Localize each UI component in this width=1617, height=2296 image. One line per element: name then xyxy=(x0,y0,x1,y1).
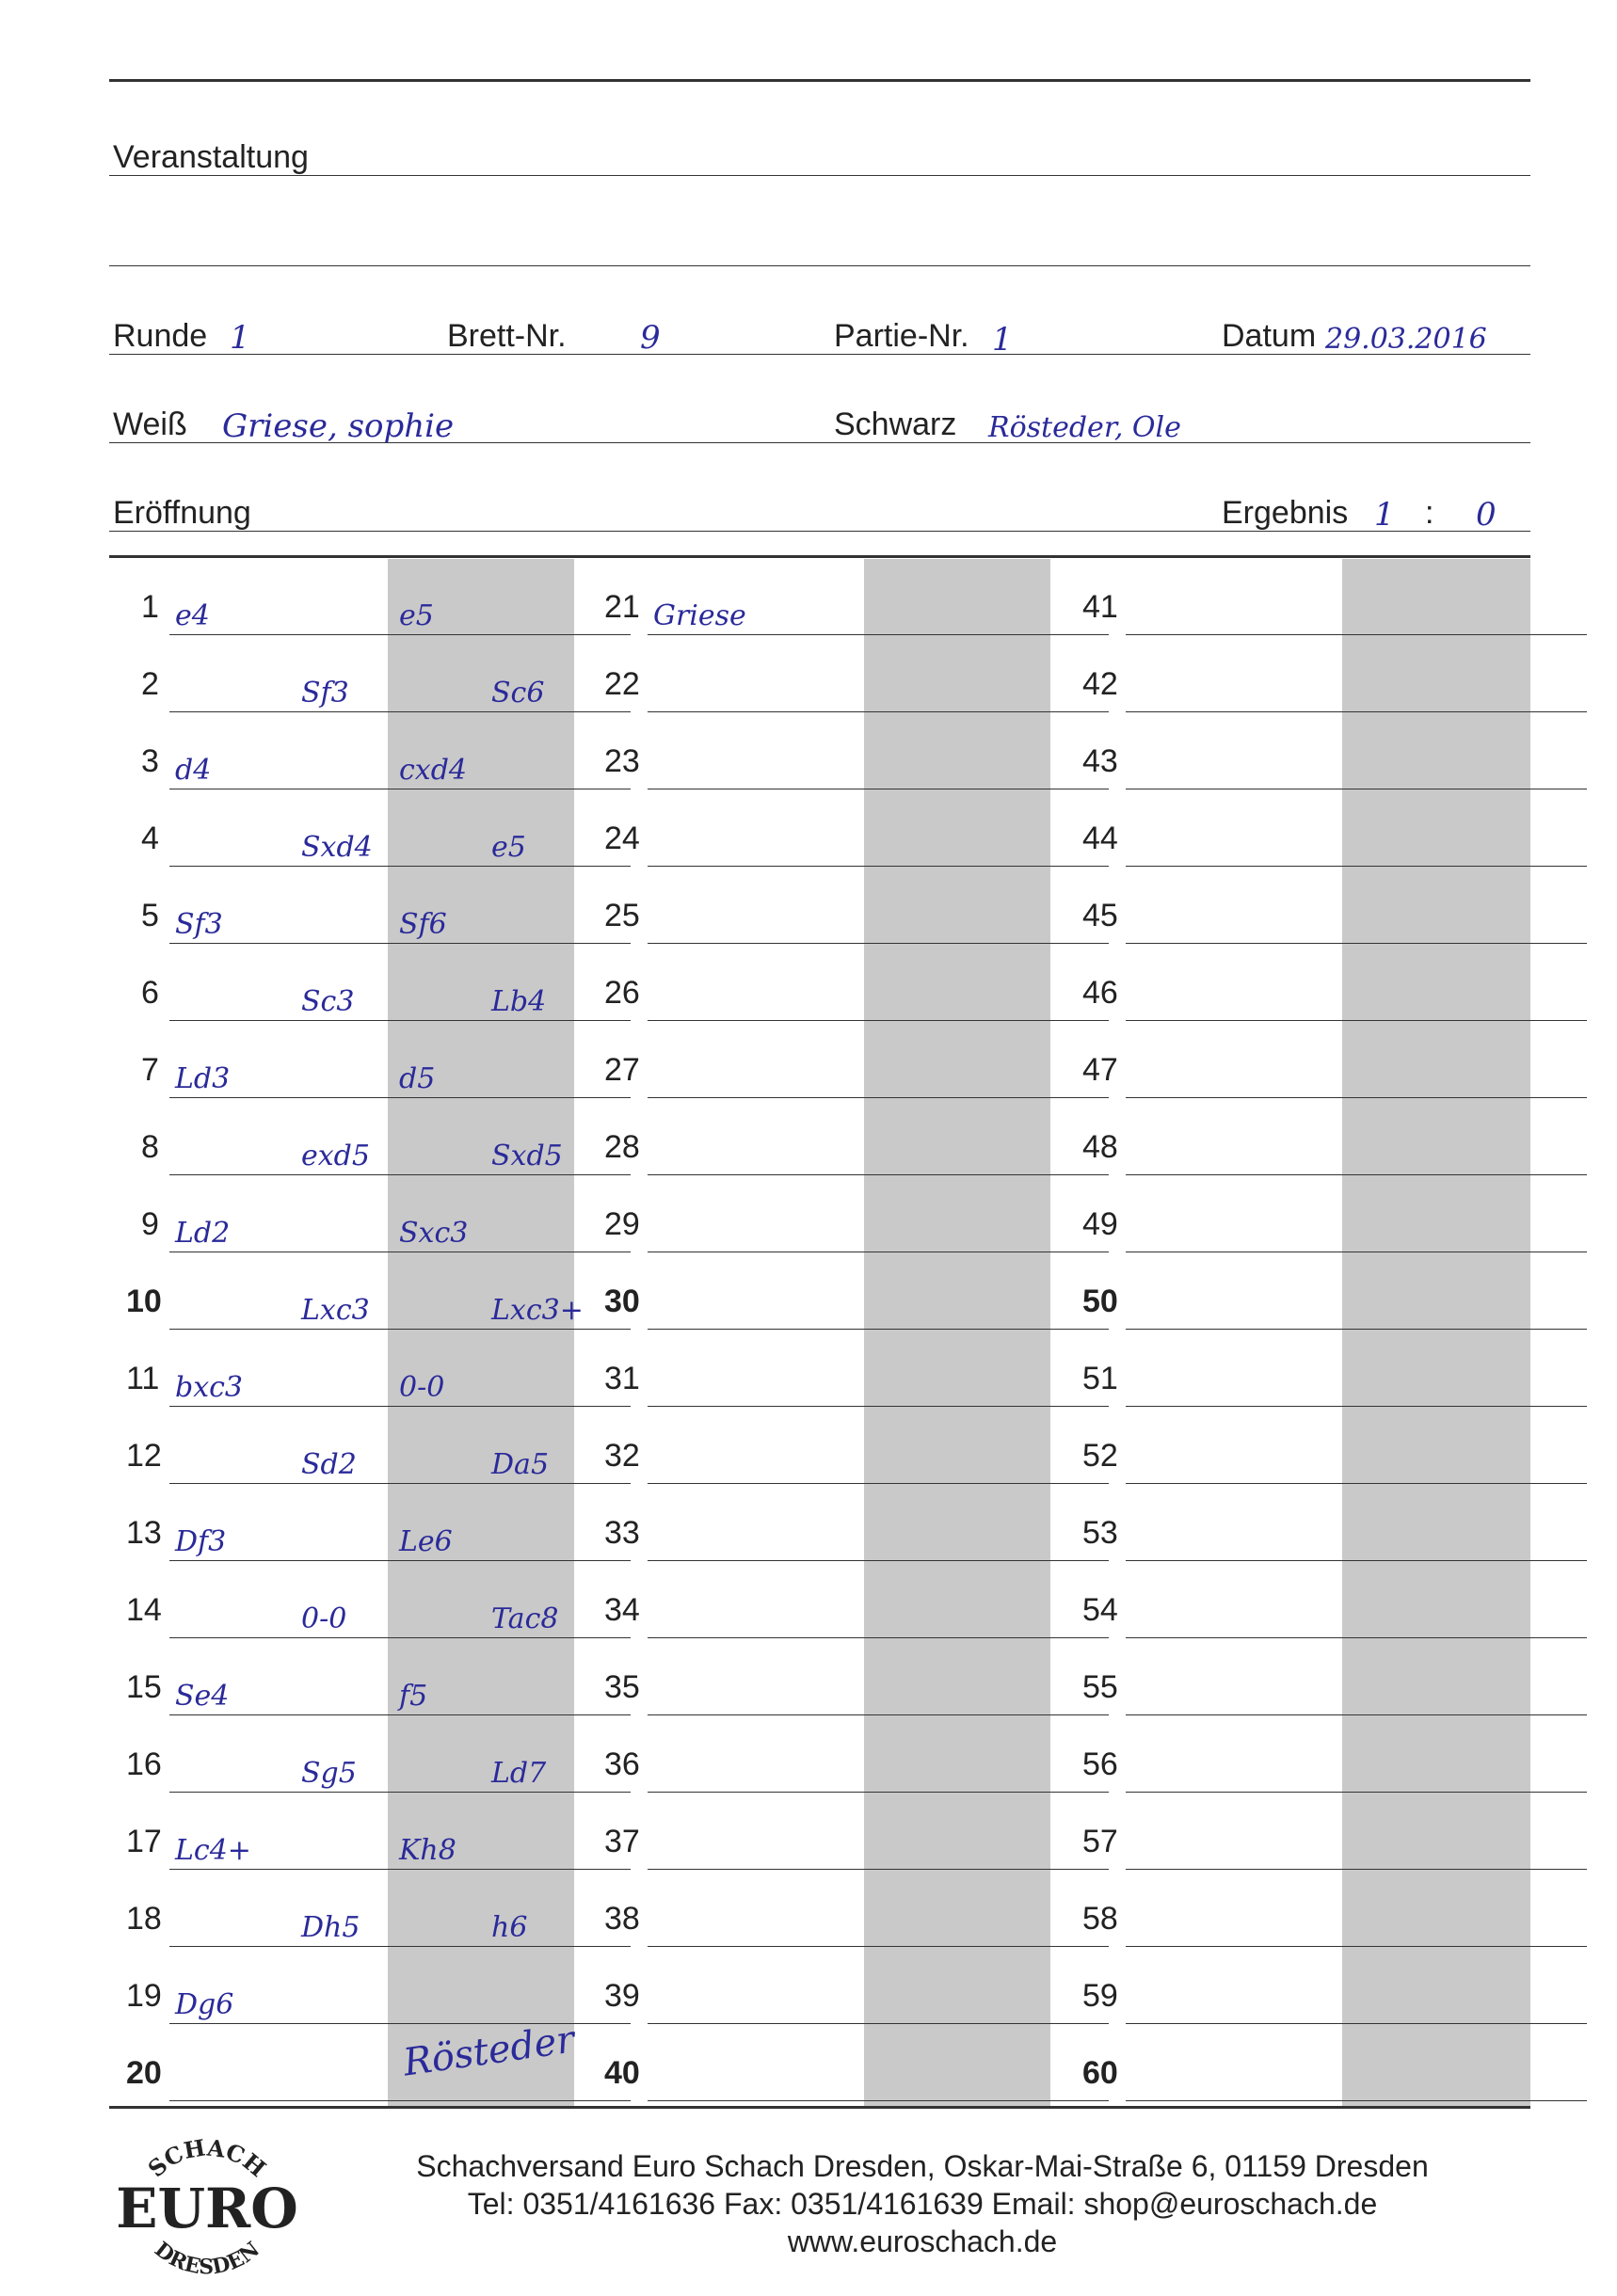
move-number: 21 xyxy=(604,589,640,625)
move-line xyxy=(169,943,631,944)
move-number: 56 xyxy=(1082,1746,1118,1782)
date-value: 29.03.2016 xyxy=(1325,323,1487,356)
event-label: Veranstaltung xyxy=(113,139,309,175)
move-number: 7 xyxy=(141,1052,159,1088)
black-move: Tac8 xyxy=(491,1602,559,1635)
move-line xyxy=(1126,866,1587,867)
footer-contact: Tel: 0351/4161636 Fax: 0351/4161639 Email: shop@euroschach.de xyxy=(467,2187,1378,2221)
move-number: 30 xyxy=(604,1284,640,1319)
move-line xyxy=(169,1792,631,1793)
move-number: 26 xyxy=(604,975,640,1011)
move-line xyxy=(648,1792,1109,1793)
white-move: Lc4+ xyxy=(175,1834,251,1867)
move-line xyxy=(1126,1869,1587,1870)
move-number: 24 xyxy=(604,821,640,856)
move-number: 4 xyxy=(141,821,159,856)
move-line xyxy=(648,1406,1109,1407)
black-move: Lxc3+ xyxy=(491,1294,584,1327)
move-number: 14 xyxy=(126,1592,162,1628)
move-line xyxy=(169,2100,631,2101)
move-number: 3 xyxy=(141,743,159,779)
move-number: 25 xyxy=(604,898,640,933)
result-black: 0 xyxy=(1476,496,1497,534)
white-move: Griese xyxy=(653,599,746,632)
move-number: 28 xyxy=(604,1129,640,1165)
move-number: 52 xyxy=(1082,1438,1118,1474)
move-line xyxy=(169,1637,631,1638)
move-number: 9 xyxy=(141,1206,159,1242)
black-move: Da5 xyxy=(491,1448,550,1481)
move-number: 10 xyxy=(126,1284,162,1319)
white-move: Sg5 xyxy=(301,1757,357,1790)
move-line xyxy=(169,1483,631,1484)
date-label: Datum xyxy=(1222,318,1317,354)
move-line xyxy=(169,1714,631,1715)
black-move: 0-0 xyxy=(399,1371,445,1404)
move-line xyxy=(1126,1946,1587,1947)
move-line xyxy=(169,1174,631,1175)
black-move: Lb4 xyxy=(491,985,547,1018)
move-line xyxy=(648,1020,1109,1021)
white-move: Sd2 xyxy=(301,1448,357,1481)
move-number: 59 xyxy=(1082,1978,1118,2014)
black-move: Le6 xyxy=(399,1525,453,1558)
white-move: Df3 xyxy=(175,1525,227,1558)
move-line xyxy=(1126,711,1587,712)
black-move: Sf6 xyxy=(399,908,447,941)
move-line xyxy=(169,634,631,635)
black-move: d5 xyxy=(399,1062,436,1095)
move-number: 37 xyxy=(604,1824,640,1859)
white-move: 0-0 xyxy=(301,1602,347,1635)
move-line xyxy=(1126,2100,1587,2101)
move-number: 27 xyxy=(604,1052,640,1088)
move-line xyxy=(648,1329,1109,1330)
move-number: 6 xyxy=(141,975,159,1011)
white-move: Se4 xyxy=(175,1680,230,1713)
move-number: 18 xyxy=(126,1901,162,1937)
white-move: Sxd4 xyxy=(301,831,373,864)
move-line xyxy=(169,1560,631,1561)
move-number: 47 xyxy=(1082,1052,1118,1088)
move-number: 45 xyxy=(1082,898,1118,933)
move-line xyxy=(648,634,1109,635)
black-player: Rösteder, Ole xyxy=(988,411,1181,444)
move-line xyxy=(1126,634,1587,635)
move-number: 40 xyxy=(604,2055,640,2091)
move-line xyxy=(648,943,1109,944)
logo-middle-text: EURO xyxy=(116,2176,298,2240)
white-move: Ld3 xyxy=(175,1062,231,1095)
white-move: Dg6 xyxy=(175,1988,234,2021)
move-line xyxy=(1126,1714,1587,1715)
logo-top-text: SCHACH xyxy=(142,2133,272,2183)
black-move: e5 xyxy=(491,831,526,864)
black-move: Sxc3 xyxy=(399,1217,469,1250)
white-move: d4 xyxy=(175,754,212,787)
move-line xyxy=(1126,1637,1587,1638)
move-number: 5 xyxy=(141,898,159,933)
move-line xyxy=(1126,1097,1587,1098)
move-number: 39 xyxy=(604,1978,640,2014)
move-line xyxy=(648,2100,1109,2101)
move-number: 13 xyxy=(126,1515,162,1551)
svg-text:DRESDEN xyxy=(150,2237,264,2279)
move-line xyxy=(1126,2023,1587,2024)
move-line xyxy=(648,1560,1109,1561)
move-line xyxy=(169,711,631,712)
white-label: Weiß xyxy=(113,407,187,442)
move-line xyxy=(1126,943,1587,944)
move-line xyxy=(648,866,1109,867)
move-number: 55 xyxy=(1082,1669,1118,1705)
board-value: 9 xyxy=(640,319,661,357)
move-number: 41 xyxy=(1082,589,1118,625)
white-move: Dh5 xyxy=(301,1911,360,1944)
move-line xyxy=(648,1483,1109,1484)
move-number: 8 xyxy=(141,1129,159,1165)
game-value: 1 xyxy=(992,321,1013,359)
move-line xyxy=(169,1097,631,1098)
move-number: 38 xyxy=(604,1901,640,1937)
footer-website: www.euroschach.de xyxy=(787,2224,1058,2258)
white-move: Sf3 xyxy=(175,908,223,941)
black-move: Kh8 xyxy=(399,1834,456,1867)
move-number: 12 xyxy=(126,1438,162,1474)
white-move: bxc3 xyxy=(175,1371,244,1404)
move-number: 36 xyxy=(604,1746,640,1782)
move-line xyxy=(169,1020,631,1021)
white-move: Sc3 xyxy=(301,985,355,1018)
move-number: 33 xyxy=(604,1515,640,1551)
move-number: 60 xyxy=(1082,2055,1118,2091)
move-number: 49 xyxy=(1082,1206,1118,1242)
move-number: 53 xyxy=(1082,1515,1118,1551)
move-line xyxy=(1126,1174,1587,1175)
result-separator: : xyxy=(1425,495,1434,531)
move-line xyxy=(648,711,1109,712)
move-line xyxy=(1126,1329,1587,1330)
move-line xyxy=(648,1637,1109,1638)
move-number: 54 xyxy=(1082,1592,1118,1628)
table-bottom-rule xyxy=(109,2106,1530,2109)
move-line xyxy=(1126,1483,1587,1484)
black-move: Sc6 xyxy=(491,677,545,710)
move-number: 43 xyxy=(1082,743,1118,779)
move-number: 31 xyxy=(604,1361,640,1396)
round-value: 1 xyxy=(230,319,250,357)
move-number: 29 xyxy=(604,1206,640,1242)
black-move: e5 xyxy=(399,599,434,632)
move-number: 15 xyxy=(126,1669,162,1705)
result-white: 1 xyxy=(1374,496,1395,534)
move-line xyxy=(1126,1560,1587,1561)
move-line xyxy=(648,1097,1109,1098)
svg-text:SCHACH xyxy=(142,2133,271,2182)
board-label: Brett-Nr. xyxy=(447,318,567,354)
black-move: f5 xyxy=(399,1680,428,1713)
move-number: 46 xyxy=(1082,975,1118,1011)
white-move: Sf3 xyxy=(301,677,349,710)
result-label: Ergebnis xyxy=(1222,495,1349,531)
move-number: 1 xyxy=(141,589,159,625)
white-move: e4 xyxy=(175,599,210,632)
move-number: 57 xyxy=(1082,1824,1118,1859)
move-number: 58 xyxy=(1082,1901,1118,1937)
move-number: 50 xyxy=(1082,1284,1118,1319)
move-line xyxy=(1126,1406,1587,1407)
white-move: Ld2 xyxy=(175,1217,231,1250)
move-number: 34 xyxy=(604,1592,640,1628)
move-number: 22 xyxy=(604,666,640,702)
move-line xyxy=(1126,1020,1587,1021)
move-line xyxy=(169,1869,631,1870)
move-number: 17 xyxy=(126,1824,162,1859)
opening-label: Eröffnung xyxy=(113,495,251,531)
black-move: Ld7 xyxy=(491,1757,547,1790)
white-player: Griese, sophie xyxy=(222,407,455,445)
black-move: h6 xyxy=(491,1911,528,1944)
game-label: Partie-Nr. xyxy=(834,318,969,354)
move-number: 2 xyxy=(141,666,159,702)
move-number: 44 xyxy=(1082,821,1118,856)
move-line xyxy=(648,1946,1109,1947)
move-number: 19 xyxy=(126,1978,162,2014)
move-number: 20 xyxy=(126,2055,162,2091)
black-label: Schwarz xyxy=(834,407,957,442)
move-line xyxy=(648,2023,1109,2024)
move-number: 32 xyxy=(604,1438,640,1474)
move-number: 48 xyxy=(1082,1129,1118,1165)
move-line xyxy=(169,1946,631,1947)
move-number: 23 xyxy=(604,743,640,779)
white-move: Lxc3 xyxy=(301,1294,370,1327)
move-line xyxy=(169,1406,631,1407)
move-number: 51 xyxy=(1082,1361,1118,1396)
move-line xyxy=(648,1869,1109,1870)
move-line xyxy=(648,1714,1109,1715)
white-move: exd5 xyxy=(301,1140,370,1172)
move-line xyxy=(648,1174,1109,1175)
move-number: 35 xyxy=(604,1669,640,1705)
move-line xyxy=(169,866,631,867)
black-move: Sxd5 xyxy=(491,1140,563,1172)
move-line xyxy=(1126,1792,1587,1793)
euro-schach-logo xyxy=(113,2122,301,2282)
footer-address: Schachversand Euro Schach Dresden, Oskar-Mai-Straße 6, 01159 Dresden xyxy=(416,2149,1429,2183)
move-number: 16 xyxy=(126,1746,162,1782)
move-number: 42 xyxy=(1082,666,1118,702)
logo-bottom-text: DRESDEN xyxy=(150,2237,264,2280)
move-line xyxy=(169,1329,631,1330)
move-number: 11 xyxy=(126,1361,160,1396)
round-label: Runde xyxy=(113,318,208,354)
signature: Rösteder xyxy=(400,2017,578,2085)
black-move: cxd4 xyxy=(399,754,468,787)
